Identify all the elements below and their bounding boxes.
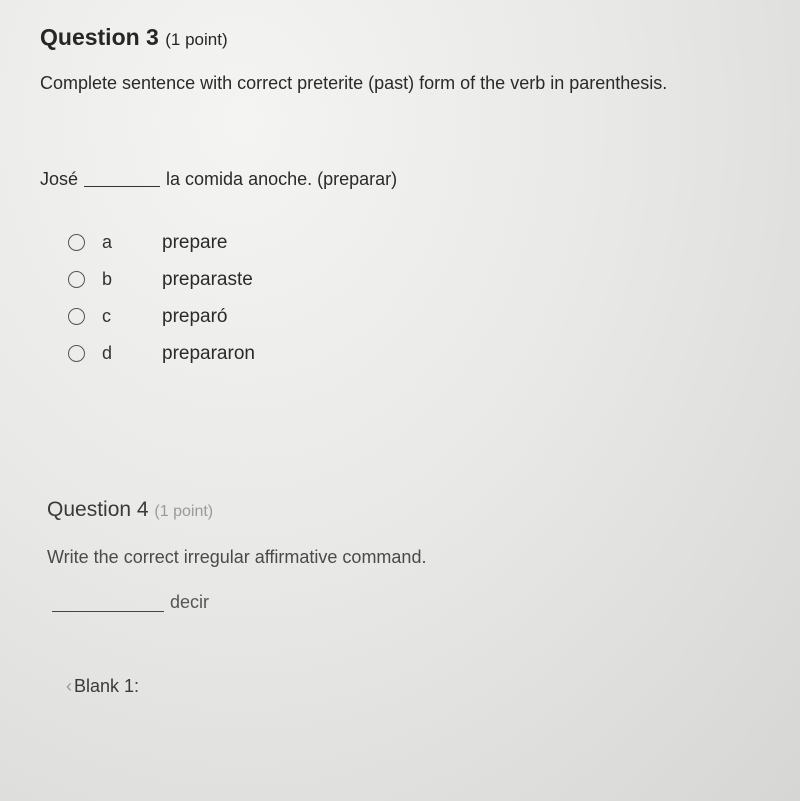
option-d[interactable] [66,341,326,378]
question-3-title: Question 3 [40,24,159,50]
radio-button-b[interactable] [68,271,85,288]
question-4-instruction: Write the correct irregular affirmative command. [47,547,427,567]
option-text: preparaste [162,269,253,290]
question-3-sentence [40,169,397,190]
blank-marker-icon: ‹ [66,676,72,696]
sentence-subject: José [40,169,79,189]
option-text: preparó [162,306,228,327]
option-letter: d [102,343,113,363]
option-letter: c [102,306,111,326]
blank-1-label [66,676,139,697]
sentence-rest: la comida anoche. (preparar) [166,169,398,189]
blank-1-text: Blank 1: [74,676,140,696]
question-3-instruction: Complete sentence with correct preterite (past) form of the verb in parenthesis. [40,73,668,93]
question-3-header [40,24,228,51]
question-4-verb: decir [170,592,210,612]
radio-button-d[interactable] [68,345,85,362]
option-a[interactable] [66,230,326,267]
question-4-header [47,498,213,522]
answer-options [66,230,326,378]
option-text: prepararon [162,343,255,364]
option-letter: a [102,232,113,252]
question-4-title: Question 4 [47,498,149,521]
option-c[interactable] [66,304,326,341]
question-4-points: (1 point) [154,503,214,520]
option-text: prepare [162,232,228,253]
sentence-blank [84,186,160,187]
answer-blank-line [52,611,164,612]
radio-button-c[interactable] [68,308,85,325]
question-3-points: (1 point) [165,30,228,49]
option-letter: b [102,269,113,289]
radio-button-a[interactable] [68,234,85,251]
option-b[interactable] [66,267,326,304]
question-4-blank-row [52,592,209,613]
